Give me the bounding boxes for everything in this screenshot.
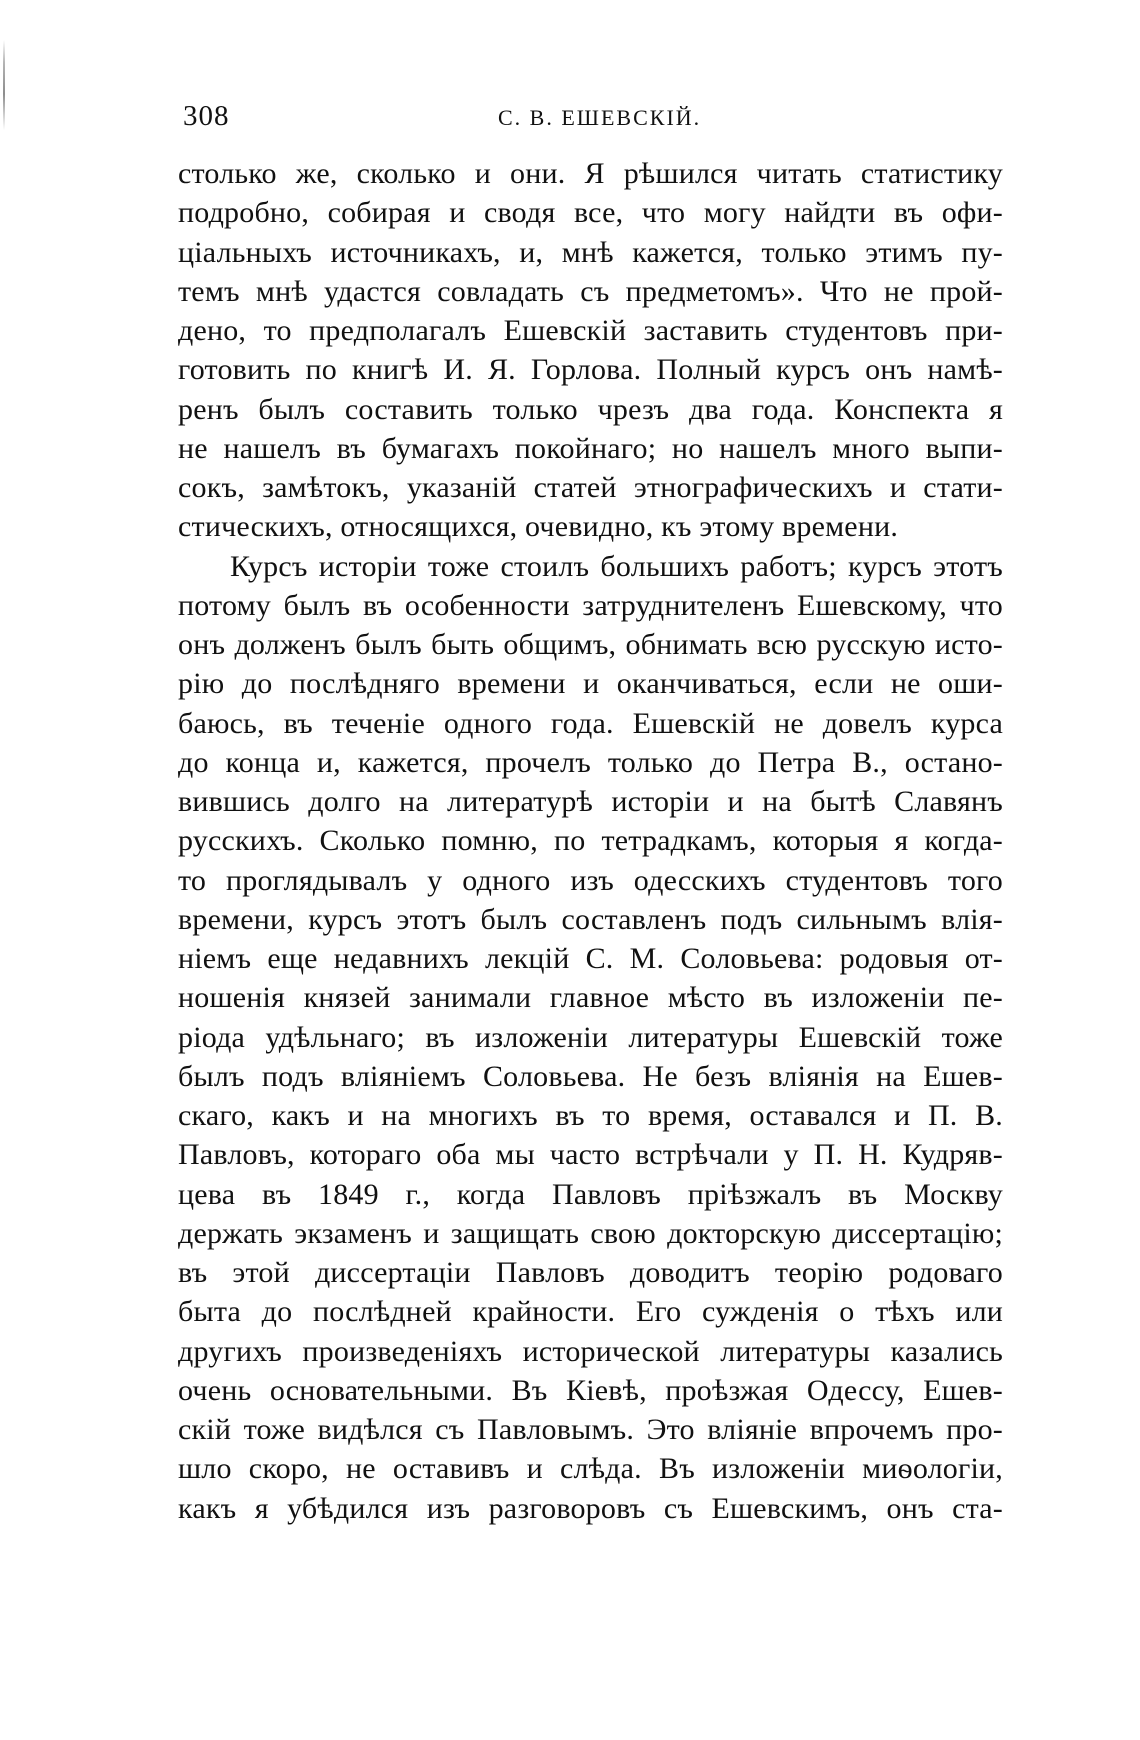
text-line: былъ подъ вліяніемъ Соловьева. Не безъ вліянія на Ешев- [178, 1059, 1003, 1093]
text-line: ціальныхъ источникахъ, и, мнѣ кажется, только этимъ пу- [178, 235, 1003, 269]
page-edge-mark [3, 40, 5, 130]
text-line: дено, то предполагалъ Ешевскій заставить студентовъ при- [178, 314, 1003, 347]
text-line: потому былъ въ особенности затруднителенъ Ешевскому, что [178, 588, 1003, 622]
text-line: ніемъ еще недавнихъ лекцій С. М. Соловьева: родовыя от- [178, 942, 1003, 975]
text-line: въ этой диссертаціи Павловъ доводитъ теорію родоваго [178, 1256, 1003, 1289]
text-line: то проглядывалъ у одного изъ одесскихъ студентовъ того [178, 863, 1003, 897]
text-line: подробно, собирая и сводя все, что могу найдти въ офи- [178, 196, 1003, 230]
text-line: держать экзаменъ и защищать свою докторскую диссертацію; [178, 1216, 1003, 1250]
text-line: до конца и, кажется, прочелъ только до Петра В., остано- [178, 745, 1003, 779]
text-line: быта до послѣдней крайности. Его сужденія о тѣхъ или [178, 1295, 1003, 1329]
text-line: онъ долженъ былъ быть общимъ, обнимать всю русскую исто- [178, 628, 1003, 661]
paragraph-1 [178, 154, 1003, 547]
text-line: шло скоро, не оставивъ и слѣда. Въ изложеніи миѳологіи, [178, 1452, 1003, 1486]
text-line: сокъ, замѣтокъ, указаній статей этнографическихъ и стати- [178, 471, 1003, 504]
text-line: стическихъ, относящихся, очевидно, къ этому времени. [178, 510, 899, 544]
text-line: ношенія князей занимали главное мѣсто въ изложеніи пе- [178, 981, 1003, 1015]
text-line: ріода удѣльнаго; въ изложеніи литературы Ешевскій тоже [178, 1020, 1003, 1054]
text-line: какъ я убѣдился изъ разговоровъ съ Ешевскимъ, онъ ста- [178, 1491, 1003, 1525]
running-title: С. В. ЕШЕВСКІЙ. [498, 105, 702, 130]
text-line: Курсъ исторіи тоже стоилъ большихъ работъ; курсъ этотъ [230, 549, 1003, 583]
text-line: времени, курсъ этотъ былъ составленъ подъ сильнымъ влія- [178, 902, 1003, 936]
text-line: скаго, какъ и на многихъ въ то время, оставался и П. В. [178, 1099, 1003, 1132]
text-line: ренъ былъ составить только чрезъ два года. Конспекта я [178, 392, 1003, 426]
text-line: Павловъ, котораго оба мы часто встрѣчали у П. Н. Кудряв- [178, 1138, 1003, 1172]
paragraph-2 [178, 547, 1003, 1528]
text-line: очень основательными. Въ Кіевѣ, проѣзжая Одессу, Ешев- [178, 1373, 1003, 1407]
text-line: русскихъ. Сколько помню, по тетрадкамъ, которыя я когда- [178, 824, 1003, 858]
text-line: готовить по книгѣ И. Я. Горлова. Полный курсъ онъ намѣ- [178, 353, 1003, 387]
text-line: не нашелъ въ бумагахъ покойнаго; но нашелъ много выпи- [178, 431, 1003, 465]
page-number: 308 [183, 100, 230, 132]
text-line: столько же, сколько и они. Я рѣшился читать статистику [178, 157, 1003, 190]
text-line: баюсь, въ теченіе одного года. Ешевскій не довелъ курса [178, 706, 1003, 740]
text-line: рію до послѣдняго времени и оканчиваться, если не оши- [178, 667, 1003, 701]
text-line: скій тоже видѣлся съ Павловымъ. Это вліяніе впрочемъ про- [178, 1413, 1003, 1446]
text-line: другихъ произведеніяхъ исторической литературы казались [178, 1334, 1003, 1368]
text-line: вившись долго на литературѣ исторіи и на бытѣ Славянъ [178, 785, 1003, 818]
text-line: темъ мнѣ удастся совладать съ предметомъ». Что не прой- [178, 274, 1003, 308]
text-line: цева въ 1849 г., когда Павловъ пріѣзжалъ въ Москву [178, 1177, 1003, 1211]
body-text [178, 154, 1003, 1528]
